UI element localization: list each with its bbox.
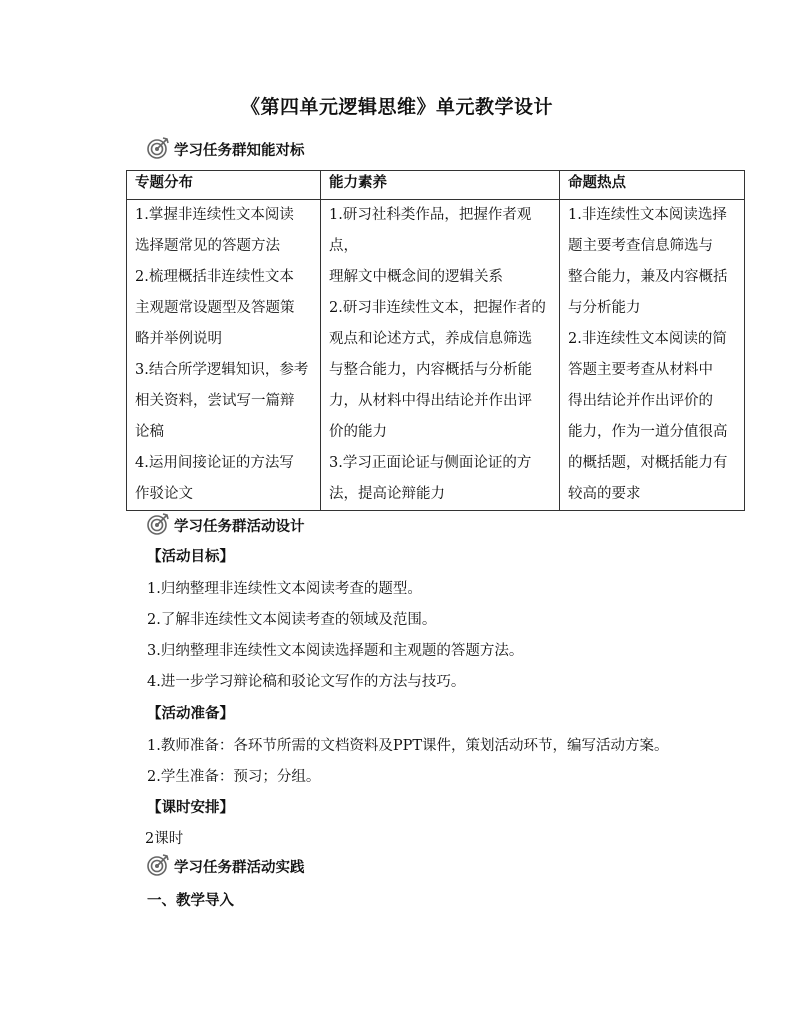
knowledge-table bbox=[126, 170, 745, 511]
cell-line: 的概括题，对概括能力有 bbox=[568, 455, 728, 471]
ability-cell bbox=[321, 200, 560, 511]
cell-line: 主观题常设题型及答题策 bbox=[135, 300, 295, 316]
cell-line: 4.运用间接论证的方法写 bbox=[135, 455, 294, 471]
cell-line: 与整合能力，内容概括与分析能 bbox=[329, 362, 532, 378]
section-title: 学习任务群知能对标 bbox=[174, 142, 305, 159]
cell-line: 2.研习非连续性文本，把握作者的 bbox=[329, 300, 546, 316]
cell-line: 略并举例说明 bbox=[135, 331, 222, 347]
cell-line: 力，从材料中得出结论并作出评 bbox=[329, 393, 532, 409]
cell-line: 得出结论并作出评价的 bbox=[568, 393, 713, 409]
table-header-row bbox=[127, 171, 745, 200]
cell-line: 3.学习正面论证与侧面论证的方 bbox=[329, 455, 532, 471]
cell-line: 相关资料，尝试写一篇辩 bbox=[135, 393, 295, 409]
cell-line: 观点和论述方式，养成信息筛选 bbox=[329, 331, 532, 347]
cell-line: 价的能力 bbox=[329, 424, 387, 440]
cell-line: 论稿 bbox=[135, 424, 164, 440]
goal-item: 2.了解非连续性文本阅读考查的领域及范围。 bbox=[147, 612, 437, 628]
cell-line: 答题主要考查从材料中 bbox=[568, 362, 713, 378]
cell-line: 题主要考查信息筛选与 bbox=[568, 238, 713, 254]
target-icon bbox=[146, 853, 170, 877]
cell-line: 较高的要求 bbox=[568, 486, 641, 502]
cell-line: 作驳论文 bbox=[135, 486, 193, 502]
page-title: 《第四单元逻辑思维》单元教学设计 bbox=[240, 96, 553, 118]
cell-line: 整合能力，兼及内容概括 bbox=[568, 269, 728, 285]
goal-item: 4.进一步学习辩论稿和驳论文写作的方法与技巧。 bbox=[147, 674, 466, 690]
hotspot-cell bbox=[560, 200, 745, 511]
cell-line: 3.结合所学逻辑知识，参考 bbox=[135, 362, 309, 378]
header-topic: 专题分布 bbox=[127, 171, 321, 200]
topic-cell bbox=[127, 200, 321, 511]
cell-line: 1.研习社科类作品，把握作者观点， bbox=[329, 207, 532, 254]
cell-line: 与分析能力 bbox=[568, 300, 641, 316]
cell-line: 选择题常见的答题方法 bbox=[135, 238, 280, 254]
table-row bbox=[127, 200, 745, 511]
header-hotspot: 命题热点 bbox=[560, 171, 745, 200]
cell-line: 1.非连续性文本阅读选择 bbox=[568, 207, 727, 223]
target-icon bbox=[146, 512, 170, 536]
section-title: 学习任务群活动实践 bbox=[174, 859, 305, 876]
prep-item: 2.学生准备：预习；分组。 bbox=[147, 769, 321, 785]
header-ability: 能力素养 bbox=[321, 171, 560, 200]
cell-line: 理解文中概念间的逻辑关系 bbox=[329, 269, 503, 285]
teaching-intro-heading: 一、教学导入 bbox=[147, 892, 234, 909]
cell-line: 法，提高论辩能力 bbox=[329, 486, 445, 502]
cell-line: 1.掌握非连续性文本阅读 bbox=[135, 207, 294, 223]
goal-item: 1.归纳整理非连续性文本阅读考查的题型。 bbox=[147, 581, 422, 597]
schedule-value: 2课时 bbox=[145, 831, 184, 847]
cell-line: 能力，作为一道分值很高 bbox=[568, 424, 728, 440]
prep-heading: 【活动准备】 bbox=[147, 705, 234, 722]
cell-line: 2.梳理概括非连续性文本 bbox=[135, 269, 294, 285]
section-title: 学习任务群活动设计 bbox=[174, 518, 305, 535]
cell-line: 2.非连续性文本阅读的简 bbox=[568, 331, 727, 347]
prep-item: 1.教师准备：各环节所需的文档资料及PPT课件，策划活动环节，编写活动方案。 bbox=[147, 738, 669, 754]
goal-heading: 【活动目标】 bbox=[147, 548, 234, 565]
target-icon bbox=[146, 136, 170, 160]
goal-item: 3.归纳整理非连续性文本阅读选择题和主观题的答题方法。 bbox=[147, 643, 524, 659]
schedule-heading: 【课时安排】 bbox=[147, 799, 234, 816]
